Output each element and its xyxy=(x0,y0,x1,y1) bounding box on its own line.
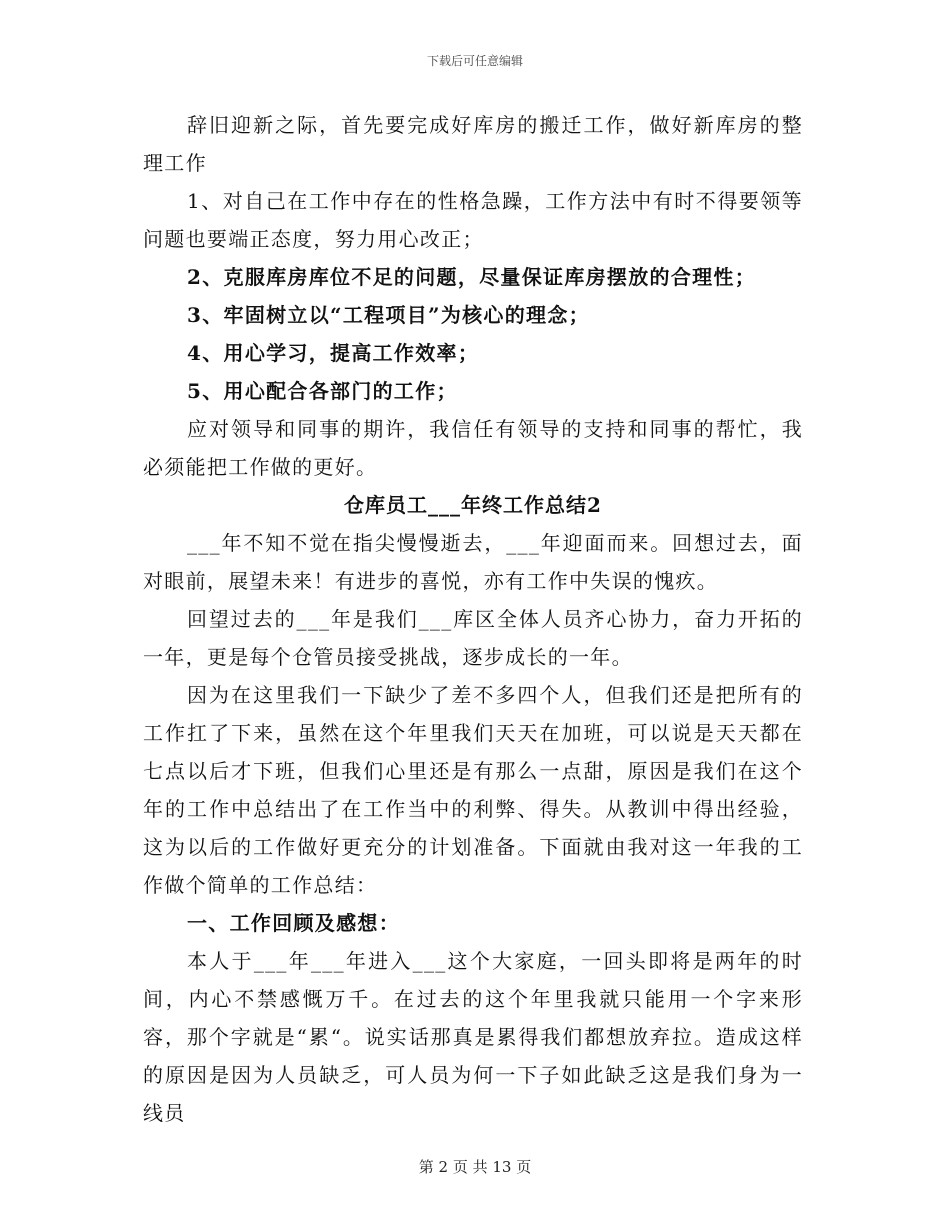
subheading-review: 一、工作回顾及感想： xyxy=(187,911,400,935)
paragraph-intro: 辞旧迎新之际，首先要完成好库房的搬迁工作，做好新库房的整理工作 xyxy=(143,113,803,175)
paragraph-review: 回望过去的___年是我们___库区全体人员齐心协力，奋力开拓的一年，更是每个仓管员接受挑战，逐步成长的一年。 xyxy=(143,607,803,669)
page-footer: 第 2 页 共 13 页 xyxy=(418,1158,532,1176)
list-item-1: 1、对自己在工作中存在的性格急躁，工作方法中有时不得要领等问题也要端正态度，努力用心改正； xyxy=(143,189,803,251)
paragraph-personal: 本人于___年___年进入___这个大家庭，一回头即将是两年的时间，内心不禁感慨万千。在过去的这个年里我就只能用一个字来形容，那个字就是“累“。说实话那真是累得我们都想放弃拉。造成这样的原因是因为人员缺乏，可人员为何一下子如此缺乏这是我们身为一线员 xyxy=(143,949,803,1125)
list-item-2: 2、克服库房库位不足的问题，尽量保证库房摆放的合理性； xyxy=(187,265,757,289)
paragraph-staffing: 因为在这里我们一下缺少了差不多四个人，但我们还是把所有的工作扛了下来，虽然在这个年里我们天天在加班，可以说是天天都在七点以后才下班，但我们心里还是有那么一点甜，原因是我们在这个年的工作中总结出了在工作当中的利弊、得失。从教训中得出经验，这为以后的工作做好更充分的计划准备。下面就由我对这一年我的工作做个简单的工作总结： xyxy=(143,683,803,897)
document-body xyxy=(143,106,803,1132)
paragraph-closing: 应对领导和同事的期许，我信任有领导的支持和同事的帮忙，我必须能把工作做的更好。 xyxy=(143,417,803,479)
list-item-4: 4、用心学习，提高工作效率； xyxy=(187,341,480,365)
section-title: 仓库员工___年终工作总结2 xyxy=(344,493,602,517)
paragraph-opening: ___年不知不觉在指尖慢慢逝去，___年迎面而来。回想过去，面对眼前，展望未来！有进步的喜悦，亦有工作中失误的愧疚。 xyxy=(143,531,803,593)
page-header: 下载后可任意编辑 xyxy=(426,54,523,68)
list-item-5: 5、用心配合各部门的工作； xyxy=(187,379,458,403)
list-item-3: 3、牢固树立以“工程项目”为核心的理念； xyxy=(187,303,590,327)
